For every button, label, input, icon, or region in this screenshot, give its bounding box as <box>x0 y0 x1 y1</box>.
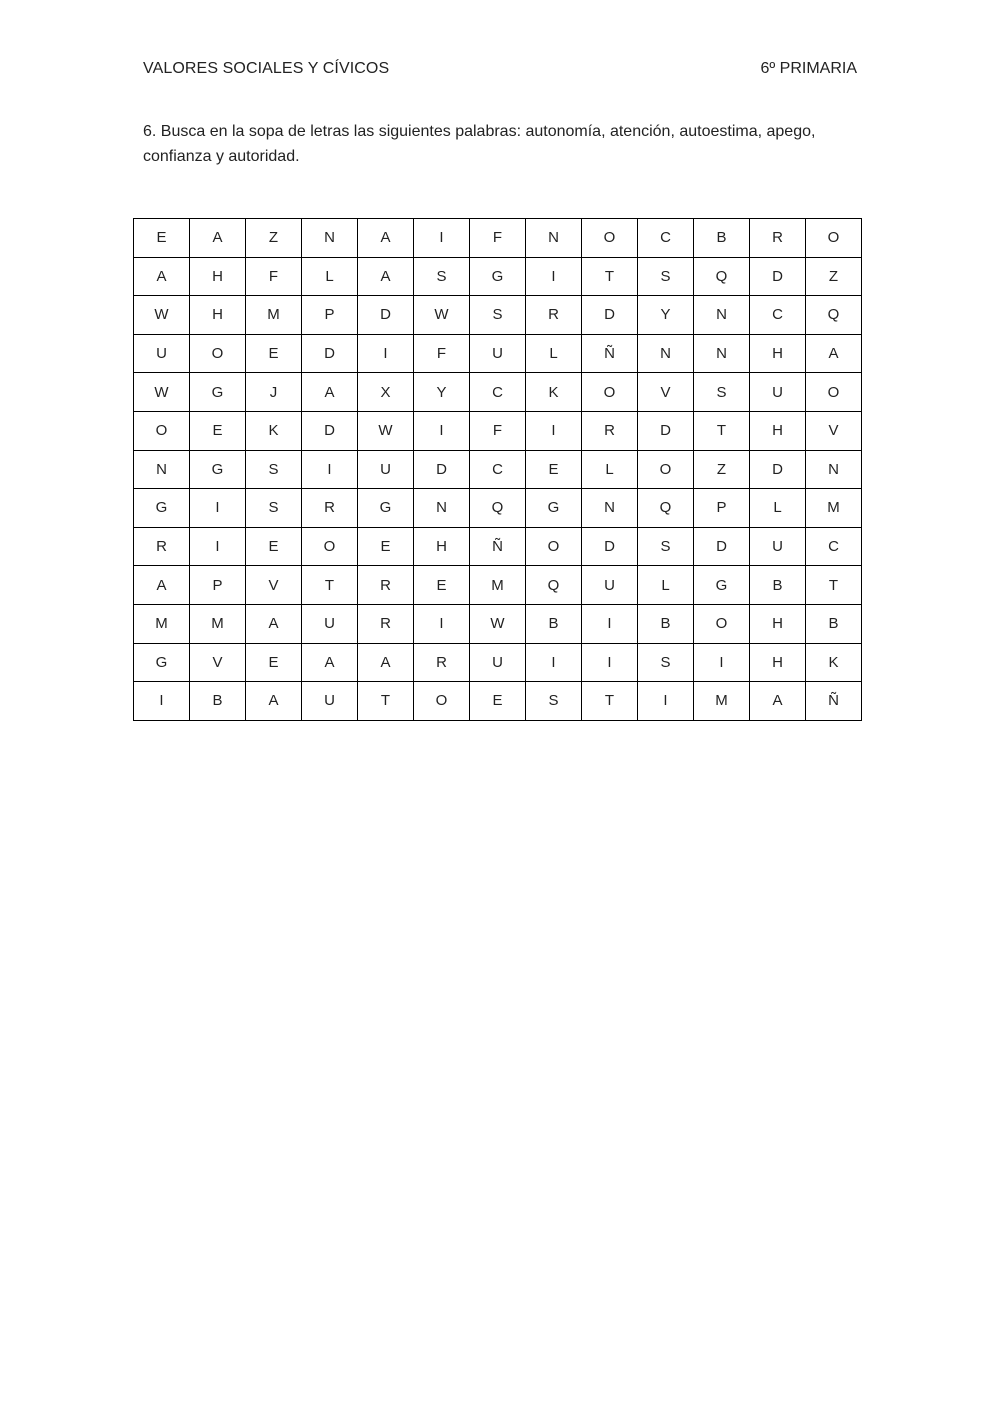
grid-row <box>134 257 862 296</box>
grid-cell[interactable]: T <box>806 566 862 605</box>
grid-cell[interactable]: C <box>806 527 862 566</box>
word-search-grid <box>133 218 862 721</box>
grid-cell[interactable]: A <box>246 682 302 721</box>
grid-row <box>134 219 862 258</box>
grid-cell[interactable]: B <box>806 604 862 643</box>
grid-cell[interactable]: N <box>134 450 190 489</box>
grid-row <box>134 334 862 373</box>
grid-cell[interactable]: D <box>694 527 750 566</box>
grid-cell[interactable]: E <box>358 527 414 566</box>
grid-cell[interactable]: R <box>134 527 190 566</box>
grade-label: 6º PRIMARIA <box>760 60 857 77</box>
grid-row <box>134 296 862 335</box>
grid-cell[interactable]: L <box>750 489 806 528</box>
grid-cell[interactable]: U <box>358 450 414 489</box>
grid-cell[interactable]: Ñ <box>582 334 638 373</box>
grid-cell[interactable]: D <box>750 257 806 296</box>
grid-cell[interactable]: E <box>246 334 302 373</box>
grid-cell[interactable]: I <box>358 334 414 373</box>
grid-cell[interactable]: Z <box>806 257 862 296</box>
grid-cell[interactable]: O <box>302 527 358 566</box>
grid-cell[interactable]: C <box>750 296 806 335</box>
grid-cell[interactable]: N <box>526 219 582 258</box>
grid-cell[interactable]: Z <box>246 219 302 258</box>
grid-cell[interactable]: L <box>582 450 638 489</box>
grid-cell[interactable]: G <box>190 450 246 489</box>
grid-cell[interactable]: S <box>246 489 302 528</box>
grid-cell[interactable]: S <box>638 257 694 296</box>
grid-cell[interactable]: L <box>638 566 694 605</box>
grid-row <box>134 373 862 412</box>
grid-cell[interactable]: F <box>470 411 526 450</box>
grid-cell[interactable]: M <box>694 682 750 721</box>
grid-cell[interactable]: D <box>638 411 694 450</box>
grid-cell[interactable]: G <box>134 489 190 528</box>
grid-cell[interactable]: H <box>190 257 246 296</box>
grid-cell[interactable]: F <box>414 334 470 373</box>
grid-cell[interactable]: G <box>694 566 750 605</box>
grid-cell[interactable]: A <box>134 257 190 296</box>
grid-cell[interactable]: N <box>582 489 638 528</box>
grid-row <box>134 566 862 605</box>
grid-cell[interactable]: V <box>806 411 862 450</box>
grid-cell[interactable]: L <box>302 257 358 296</box>
grid-cell[interactable]: U <box>750 373 806 412</box>
grid-cell[interactable]: H <box>750 411 806 450</box>
grid-cell[interactable]: V <box>246 566 302 605</box>
grid-cell[interactable]: W <box>134 296 190 335</box>
grid-cell[interactable]: E <box>246 527 302 566</box>
grid-cell[interactable]: S <box>526 682 582 721</box>
grid-cell[interactable]: O <box>638 450 694 489</box>
grid-cell[interactable]: I <box>526 257 582 296</box>
grid-cell[interactable]: I <box>134 682 190 721</box>
grid-cell[interactable]: I <box>526 411 582 450</box>
grid-row <box>134 489 862 528</box>
grid-row <box>134 643 862 682</box>
grid-cell[interactable]: C <box>470 450 526 489</box>
grid-cell[interactable]: O <box>582 219 638 258</box>
grid-cell[interactable]: A <box>358 643 414 682</box>
grid-cell[interactable]: P <box>190 566 246 605</box>
grid-cell[interactable]: T <box>582 682 638 721</box>
grid-cell[interactable]: V <box>190 643 246 682</box>
grid-cell[interactable]: S <box>638 643 694 682</box>
grid-cell[interactable]: G <box>358 489 414 528</box>
grid-row <box>134 682 862 721</box>
grid-cell[interactable]: U <box>470 334 526 373</box>
grid-cell[interactable]: W <box>134 373 190 412</box>
grid-cell[interactable]: D <box>302 334 358 373</box>
grid-cell[interactable]: B <box>526 604 582 643</box>
exercise-instructions <box>143 119 863 169</box>
grid-cell[interactable]: M <box>190 604 246 643</box>
grid-cell[interactable]: O <box>582 373 638 412</box>
grid-cell[interactable]: I <box>414 604 470 643</box>
grid-cell[interactable]: O <box>806 219 862 258</box>
grid-cell[interactable]: D <box>414 450 470 489</box>
grid-cell[interactable]: O <box>806 373 862 412</box>
grid-cell[interactable]: A <box>358 257 414 296</box>
grid-cell[interactable]: S <box>246 450 302 489</box>
grid-cell[interactable]: N <box>302 219 358 258</box>
grid-cell[interactable]: N <box>638 334 694 373</box>
grid-cell[interactable]: Z <box>694 450 750 489</box>
grid-cell[interactable]: S <box>470 296 526 335</box>
grid-cell[interactable]: C <box>470 373 526 412</box>
grid-cell[interactable]: Y <box>638 296 694 335</box>
grid-cell[interactable]: I <box>414 219 470 258</box>
grid-cell[interactable]: M <box>246 296 302 335</box>
grid-row <box>134 411 862 450</box>
word-search-body <box>134 219 862 721</box>
grid-cell[interactable]: M <box>134 604 190 643</box>
grid-cell[interactable]: K <box>806 643 862 682</box>
grid-cell[interactable]: E <box>470 682 526 721</box>
grid-cell[interactable]: W <box>414 296 470 335</box>
grid-cell[interactable]: I <box>582 604 638 643</box>
grid-cell[interactable]: X <box>358 373 414 412</box>
grid-cell[interactable]: T <box>694 411 750 450</box>
grid-cell[interactable]: G <box>190 373 246 412</box>
grid-cell[interactable]: J <box>246 373 302 412</box>
grid-cell[interactable]: U <box>302 604 358 643</box>
grid-cell[interactable]: E <box>414 566 470 605</box>
grid-cell[interactable]: H <box>750 604 806 643</box>
grid-cell[interactable]: R <box>358 566 414 605</box>
grid-cell[interactable]: U <box>750 527 806 566</box>
instructions-line-1: 6. Busca en la sopa de letras las siguientes palabras: autonomía, atención, autoestima, apego, <box>143 123 816 140</box>
instructions-line-2: confianza y autoridad. <box>143 148 300 165</box>
grid-cell[interactable]: M <box>806 489 862 528</box>
grid-cell[interactable]: M <box>470 566 526 605</box>
grid-cell[interactable]: I <box>190 527 246 566</box>
grid-cell[interactable]: I <box>582 643 638 682</box>
grid-cell[interactable]: A <box>134 566 190 605</box>
grid-cell[interactable]: V <box>638 373 694 412</box>
grid-cell[interactable]: N <box>414 489 470 528</box>
grid-cell[interactable]: I <box>638 682 694 721</box>
grid-row <box>134 527 862 566</box>
grid-cell[interactable]: Q <box>806 296 862 335</box>
grid-cell[interactable]: T <box>582 257 638 296</box>
grid-cell[interactable]: I <box>414 411 470 450</box>
grid-cell[interactable]: G <box>526 489 582 528</box>
grid-cell[interactable]: B <box>694 219 750 258</box>
grid-cell[interactable]: U <box>470 643 526 682</box>
grid-cell[interactable]: L <box>526 334 582 373</box>
grid-cell[interactable]: T <box>358 682 414 721</box>
grid-cell[interactable]: O <box>190 334 246 373</box>
grid-cell[interactable]: R <box>302 489 358 528</box>
grid-cell[interactable]: F <box>470 219 526 258</box>
grid-cell[interactable]: A <box>358 219 414 258</box>
grid-cell[interactable]: A <box>806 334 862 373</box>
grid-cell[interactable]: O <box>694 604 750 643</box>
grid-cell[interactable]: R <box>358 604 414 643</box>
grid-cell[interactable]: O <box>134 411 190 450</box>
grid-cell[interactable]: B <box>190 682 246 721</box>
grid-cell[interactable]: D <box>582 296 638 335</box>
grid-cell[interactable]: R <box>750 219 806 258</box>
grid-cell[interactable]: S <box>414 257 470 296</box>
grid-cell[interactable]: R <box>526 296 582 335</box>
grid-cell[interactable]: Q <box>638 489 694 528</box>
grid-cell[interactable]: G <box>134 643 190 682</box>
grid-cell[interactable]: T <box>302 566 358 605</box>
grid-cell[interactable]: Q <box>470 489 526 528</box>
grid-cell[interactable]: Q <box>694 257 750 296</box>
grid-cell[interactable]: H <box>750 643 806 682</box>
grid-cell[interactable]: K <box>526 373 582 412</box>
grid-cell[interactable]: G <box>470 257 526 296</box>
grid-cell[interactable]: I <box>302 450 358 489</box>
grid-cell[interactable]: Ñ <box>806 682 862 721</box>
grid-cell[interactable]: C <box>638 219 694 258</box>
grid-cell[interactable]: B <box>750 566 806 605</box>
grid-cell[interactable]: B <box>638 604 694 643</box>
grid-cell[interactable]: S <box>638 527 694 566</box>
grid-cell[interactable]: D <box>302 411 358 450</box>
grid-cell[interactable]: U <box>134 334 190 373</box>
grid-cell[interactable]: A <box>246 604 302 643</box>
grid-cell[interactable]: R <box>414 643 470 682</box>
grid-cell[interactable]: W <box>470 604 526 643</box>
grid-cell[interactable]: P <box>302 296 358 335</box>
grid-cell[interactable]: D <box>358 296 414 335</box>
grid-cell[interactable]: S <box>694 373 750 412</box>
grid-cell[interactable]: W <box>358 411 414 450</box>
grid-cell[interactable]: Y <box>414 373 470 412</box>
grid-cell[interactable]: E <box>526 450 582 489</box>
grid-cell[interactable]: I <box>190 489 246 528</box>
grid-cell[interactable]: E <box>134 219 190 258</box>
grid-cell[interactable]: Q <box>526 566 582 605</box>
grid-cell[interactable]: A <box>302 373 358 412</box>
subject-title: VALORES SOCIALES Y CÍVICOS <box>143 60 390 77</box>
grid-cell[interactable]: U <box>302 682 358 721</box>
grid-cell[interactable]: O <box>526 527 582 566</box>
grid-cell[interactable]: I <box>694 643 750 682</box>
grid-cell[interactable]: A <box>302 643 358 682</box>
grid-cell[interactable]: H <box>750 334 806 373</box>
grid-cell[interactable]: H <box>190 296 246 335</box>
grid-cell[interactable]: U <box>582 566 638 605</box>
grid-cell[interactable]: D <box>582 527 638 566</box>
grid-cell[interactable]: H <box>414 527 470 566</box>
grid-cell[interactable]: Ñ <box>470 527 526 566</box>
grid-cell[interactable]: P <box>694 489 750 528</box>
grid-cell[interactable]: I <box>526 643 582 682</box>
grid-cell[interactable]: R <box>582 411 638 450</box>
grid-cell[interactable]: F <box>246 257 302 296</box>
grid-cell[interactable]: E <box>246 643 302 682</box>
grid-row <box>134 604 862 643</box>
grid-cell[interactable]: N <box>694 296 750 335</box>
grid-cell[interactable]: N <box>806 450 862 489</box>
grid-cell[interactable]: A <box>190 219 246 258</box>
grid-row <box>134 450 862 489</box>
grid-cell[interactable]: D <box>750 450 806 489</box>
grid-cell[interactable]: K <box>246 411 302 450</box>
grid-cell[interactable]: O <box>414 682 470 721</box>
grid-cell[interactable]: E <box>190 411 246 450</box>
grid-cell[interactable]: A <box>750 682 806 721</box>
grid-cell[interactable]: N <box>694 334 750 373</box>
